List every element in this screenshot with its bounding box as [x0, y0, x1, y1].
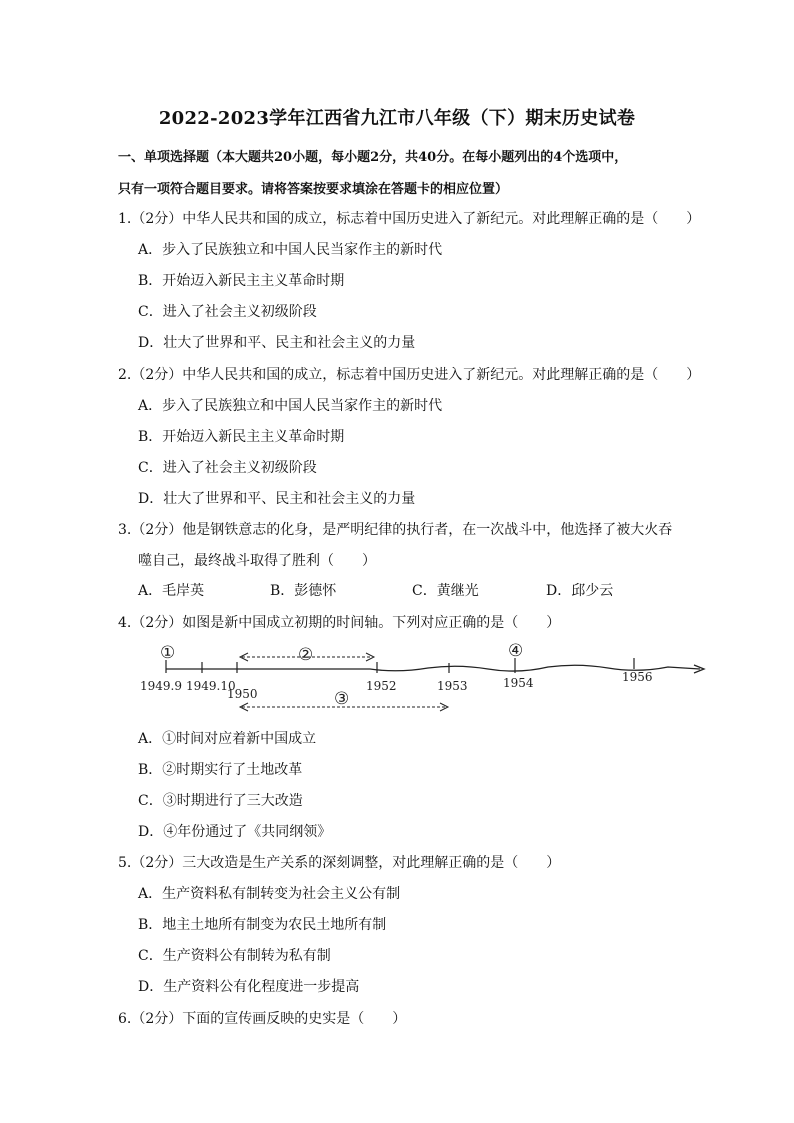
question-5-option-c: C．生产资料公有制转为私有制	[138, 948, 331, 964]
timeline-year-1949-10: 1949.10	[186, 679, 236, 693]
question-4-stem: 4.（2分）如图是新中国成立初期的时间轴。下列对应正确的是（ ）	[118, 615, 561, 631]
question-2-option-b: B．开始迈入新民主主义革命时期	[138, 429, 345, 445]
question-3-stem-line-1: 3.（2分）他是钢铁意志的化身，是严明纪律的执行者，在一次战斗中，他选择了被大火吞	[118, 522, 673, 538]
section-heading-line-1: 一、单项选择题（本大题共20小题，每小题2分，共40分。在每小题列出的4个选项中，	[118, 150, 628, 165]
timeline-year-1952: 1952	[366, 679, 397, 693]
question-1-stem: 1.（2分）中华人民共和国的成立，标志着中国历史进入了新纪元。对此理解正确的是（ ）	[118, 211, 701, 227]
timeline-year-1953: 1953	[437, 679, 468, 693]
question-1-option-c: C．进入了社会主义初级阶段	[138, 304, 317, 320]
exam-title: 2022-2023学年江西省九江市八年级（下）期末历史试卷	[158, 108, 636, 129]
question-6-stem: 6.（2分）下面的宣传画反映的史实是（ ）	[118, 1011, 407, 1027]
question-4-option-c: C．③时期进行了三大改造	[138, 793, 303, 809]
question-2-stem: 2.（2分）中华人民共和国的成立，标志着中国历史进入了新纪元。对此理解正确的是（ ）	[118, 367, 701, 383]
question-3-option-c: C．黄继光	[412, 583, 479, 599]
question-3-option-d: D．邱少云	[546, 583, 614, 599]
question-3-option-a: A．毛岸英	[138, 583, 205, 599]
question-2-option-c: C．进入了社会主义初级阶段	[138, 460, 317, 476]
timeline-mark-3: ③	[334, 689, 350, 709]
timeline-figure	[138, 636, 718, 716]
question-5-option-b: B．地主土地所有制变为农民土地所有制	[138, 917, 387, 933]
timeline-mark-2: ②	[298, 645, 314, 665]
question-4-option-d: D．④年份通过了《共同纲领》	[138, 824, 332, 840]
question-5-option-d: D．生产资料公有化程度进一步提高	[138, 979, 360, 995]
question-5-option-a: A．生产资料私有制转变为社会主义公有制	[138, 886, 401, 902]
question-4-option-a: A．①时间对应着新中国成立	[138, 731, 317, 747]
timeline-year-1950: 1950	[227, 687, 258, 701]
question-4-option-b: B．②时期实行了土地改革	[138, 762, 303, 778]
question-2-option-d: D．壮大了世界和平、民主和社会主义的力量	[138, 491, 416, 507]
timeline-axis	[166, 665, 700, 671]
timeline-year-1954: 1954	[503, 676, 534, 690]
timeline-mark-1: ①	[160, 643, 176, 663]
question-3-stem-line-2: 噬自己，最终战斗取得了胜利（ ）	[138, 553, 376, 569]
timeline-year-1956: 1956	[622, 670, 653, 684]
question-1-option-a: A．步入了民族独立和中国人民当家作主的新时代	[138, 242, 443, 258]
question-1-option-b: B．开始迈入新民主主义革命时期	[138, 273, 345, 289]
question-5-stem: 5.（2分）三大改造是生产关系的深刻调整，对此理解正确的是（ ）	[118, 855, 561, 871]
question-3-option-b: B．彭德怀	[270, 583, 337, 599]
timeline-mark-4: ④	[508, 641, 524, 661]
timeline-year-1949-9: 1949.9	[140, 679, 182, 693]
question-2-option-a: A．步入了民族独立和中国人民当家作主的新时代	[138, 398, 443, 414]
question-1-option-d: D．壮大了世界和平、民主和社会主义的力量	[138, 335, 416, 351]
section-heading-line-2: 只有一项符合题目要求。请将答案按要求填涂在答题卡的相应位置）	[118, 182, 509, 197]
